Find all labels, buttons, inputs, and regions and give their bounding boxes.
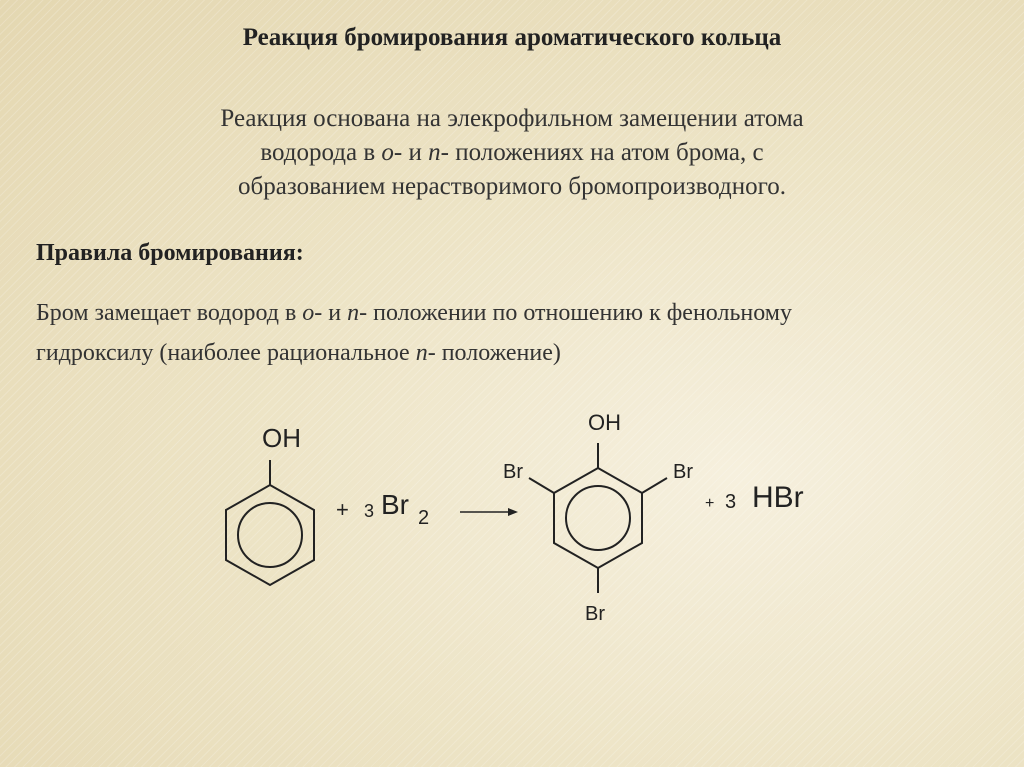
plus-sign-2: + [705,495,715,512]
rules-ortho: о [302,300,315,326]
br-left-bond [529,478,554,493]
rules-line-2-pre: гидроксилу (наиболее рациональное [36,340,416,366]
intro-para: п [428,139,441,166]
intro-line-1: Реакция основана на элекрофильном замещении атома [220,105,804,132]
bromine-subscript: 2 [418,507,430,529]
rules-line-1-post: - положении по отношению к фенольному [359,300,792,326]
bromine-symbol: Br [381,489,409,520]
rules-para-2: п [415,340,428,366]
rules-line-1-mid: - и [314,300,348,326]
slide-title: Реакция бромирования ароматического кольца [242,24,782,51]
product-ring [554,468,642,568]
product-aromatic-circle [566,486,630,550]
phenol-ring [226,485,314,585]
br-bottom-label: Br [585,603,605,625]
br-right-label: Br [673,461,693,483]
intro-ortho: о [381,139,394,166]
br-right-bond [642,478,667,493]
intro-line-2-post: - положениях на атом брома, с [440,139,764,166]
rules-heading: Правила бромирования: [36,240,304,266]
coefficient-2: 3 [725,491,737,513]
rules-para: п [347,300,360,326]
phenol-oh-label: OH [262,423,301,453]
rules-line-2-post: - положение) [427,340,561,366]
intro-line-2-mid: - и [393,139,429,166]
reaction-arrow [460,508,518,516]
intro-line-3: образованием нерастворимого бромопроизводного. [238,173,786,200]
product-oh-label: OH [588,410,621,435]
coefficient-1: 3 [364,501,375,521]
br-left-label: Br [503,461,523,483]
rules-line-1-pre: Бром замещает водород в [36,300,303,326]
phenol-aromatic-circle [238,503,302,567]
tribromophenol-structure [529,443,667,593]
plus-sign-1: + [336,497,349,522]
phenol-structure [226,460,314,585]
intro-line-2-pre: водорода в [260,139,382,166]
hbr-label: HBr [752,481,804,514]
